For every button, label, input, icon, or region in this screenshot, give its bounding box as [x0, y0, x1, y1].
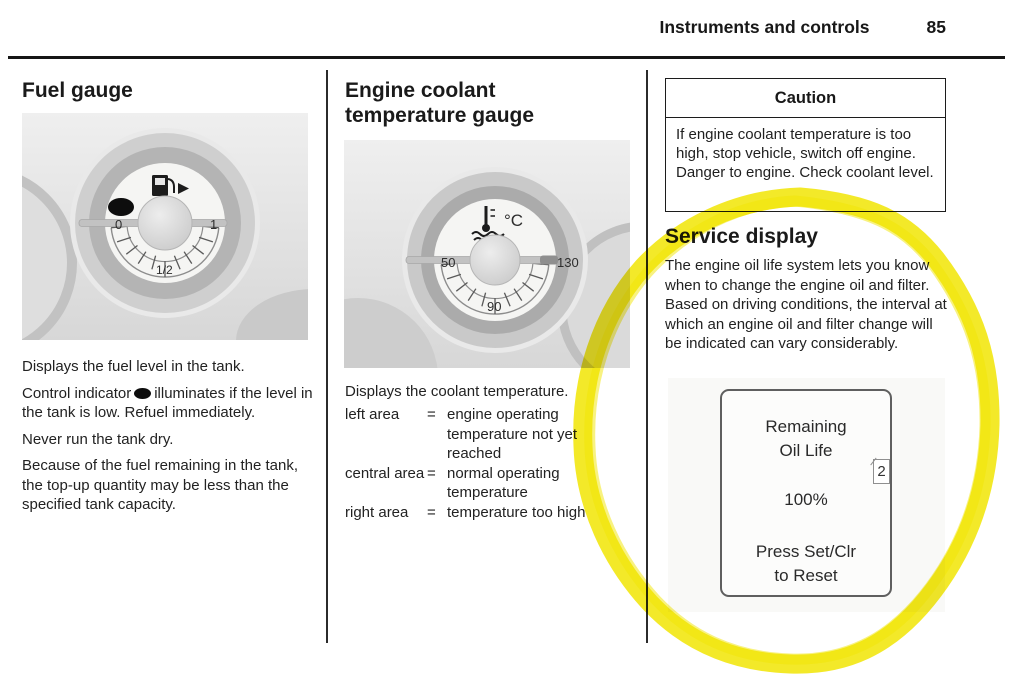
definition-eq: =: [427, 464, 436, 482]
fuel-paragraph-1: Displays the fuel level in the tank.: [22, 358, 245, 375]
coolant-scale-max-label: 130: [557, 255, 579, 270]
fuel-paragraph-2: Control indicator illuminates if the level in the tank is low. Refuel immediately.: [22, 384, 313, 421]
service-display-body: The engine oil life system lets you know when to change the engine oil and filter. Based on driving conditions, the interval at which an engine oil and filter change will be indicated can vary considerably.: [665, 257, 947, 352]
fuel-scale-max-label: 1: [210, 217, 218, 232]
coolant-gauge-illustration: [344, 140, 630, 368]
oil-life-display: [720, 389, 892, 597]
fuel-scale-half-label: 1/2: [156, 263, 173, 277]
column-divider-left: [326, 70, 328, 643]
coolant-unit-label: °C: [504, 211, 524, 230]
low-fuel-indicator-icon: [108, 198, 134, 216]
oil-life-line4: to Reset: [774, 566, 838, 585]
coolant-intro: Displays the coolant temperature.: [345, 383, 569, 400]
fuel-gauge-heading: Fuel gauge: [22, 79, 133, 102]
service-display-heading: Service display: [665, 225, 818, 248]
fuel-gauge-image: [22, 113, 308, 340]
page-header: [0, 17, 946, 38]
oil-life-line3: Press Set/Clr: [755, 542, 857, 561]
definition-eq: =: [427, 503, 436, 521]
fuel-gauge-illustration: [22, 113, 308, 340]
definition-def: temperature too high: [447, 503, 586, 521]
caution-title: Caution: [666, 79, 945, 118]
coolant-scale-min-label: 50: [441, 255, 456, 270]
oil-life-value: 100%: [784, 490, 828, 509]
coolant-definition-list: [345, 405, 645, 522]
column-divider-right: [646, 70, 648, 643]
caution-box: [665, 78, 946, 212]
fuel-paragraph-3: Never run the tank dry.: [22, 430, 174, 448]
oil-life-line1: Remaining: [765, 417, 847, 436]
header-rule: [8, 56, 1005, 59]
definition-eq: =: [427, 406, 436, 423]
definition-def: engine operating temperature not yet reached: [447, 406, 578, 462]
fuel-scale-min-label: 0: [115, 217, 123, 232]
fuel-gauge-text: [22, 357, 314, 522]
definition-term: right area: [345, 503, 409, 521]
low-fuel-oval-icon: [134, 388, 151, 399]
reference-number-badge: 2: [873, 459, 890, 484]
definition-term: left area: [345, 406, 400, 423]
coolant-gauge-heading: Engine coolant temperature gauge: [345, 79, 535, 127]
coolant-scale-mid-label: 90: [487, 299, 502, 314]
fuel-paragraph-4: Because of the fuel remaining in the tank, the top-up quantity may be less than the specified tank capacity.: [22, 457, 299, 513]
coolant-needle-tip: [540, 256, 558, 265]
definition-term: central area: [345, 464, 425, 482]
fuel-gauge-hub: [138, 196, 192, 250]
header-title: Instruments and controls: [659, 17, 870, 37]
coolant-gauge-hub: [470, 235, 520, 285]
caution-body: If engine coolant temperature is too high, stop vehicle, switch off engine. Danger to engine. Check coolant level.: [676, 126, 934, 181]
coolant-gauge-image: [344, 140, 630, 368]
page-number: 85: [926, 17, 946, 37]
oil-life-line2: Oil Life: [779, 441, 833, 460]
definition-def: normal operating temperature: [447, 464, 560, 501]
